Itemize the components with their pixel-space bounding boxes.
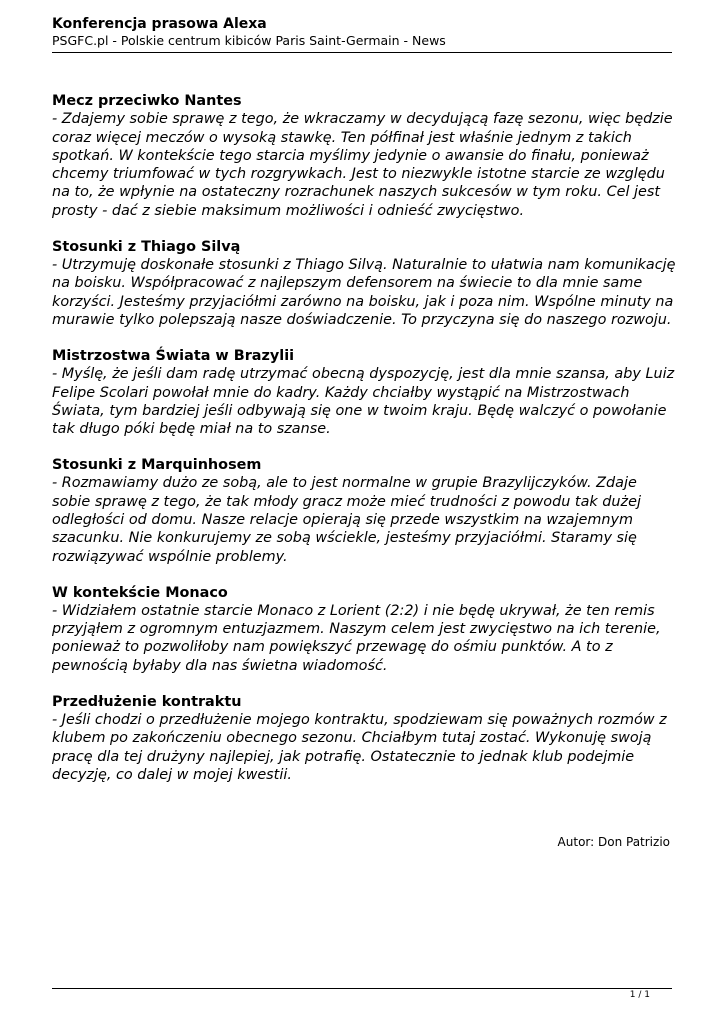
- section-marquinhos: [52, 456, 677, 566]
- section-text: - Myślę, że jeśli dam radę utrzymać obecną dyspozycję, jest dla mnie szansa, aby Luiz Felipe Scolari powołał mnie do kadry. Każdy chciałby wystąpić na Mistrzostwach Świata, tym bardziej jeśli odbywają się one w twoim kraju. Będę walczyć o powołanie tak długo póki będę miał na to szanse.: [52, 366, 675, 438]
- header-divider: [52, 52, 672, 53]
- section-nantes: [52, 92, 677, 220]
- section-text: - Jeśli chodzi o przedłużenie mojego kontraktu, spodziewam się poważnych rozmów z klubem po zakończeniu obecnego sezonu. Chciałbym tutaj zostać. Wykonuję swoją pracę dla tej drużyny najlepiej, jak potrafię. Ostatecznie to jednak klub podejmie decyzję, co dalej w mojej kwestii.: [52, 712, 667, 783]
- document-header: [52, 16, 672, 49]
- document-source: PSGFC.pl - Polskie centrum kibiców Paris Saint-Germain - News: [52, 33, 446, 48]
- section-heading: Przedłużenie kontraktu: [52, 693, 242, 710]
- page-number: 1 / 1: [629, 990, 650, 1000]
- section-heading: W kontekście Monaco: [52, 584, 228, 601]
- section-heading: Mecz przeciwko Nantes: [52, 93, 242, 109]
- section-monaco: [52, 584, 677, 675]
- section-heading: Stosunki z Thiago Silvą: [52, 238, 241, 255]
- footer-divider: [52, 988, 672, 989]
- section-contract: [52, 693, 677, 784]
- author-credit: Autor: Don Patrizio: [557, 835, 670, 849]
- section-heading: Mistrzostwa Świata w Brazylii: [52, 347, 295, 364]
- section-text: - Utrzymuję doskonałe stosunki z Thiago Silvą. Naturalnie to ułatwia nam komunikację na boisku. Współpracować z najlepszym defensorem na świecie to dla mnie same korzyści. Jesteśmy przyjaciółmi zarówno na boisku, jak i poza nim. Wspólne minuty na murawie tylko polepszają nasze doświadczenie. To przyczyna się do naszego rozwoju.: [52, 257, 676, 328]
- article-body: [52, 92, 677, 802]
- section-text: - Widziałem ostatnie starcie Monaco z Lorient (2:2) i nie będę ukrywał, że ten remis przyjąłem z ogromnym entuzjazmem. Naszym celem jest zwycięstwo na ich terenie, ponieważ to pozwoliłoby nam powiększyć przewagę do ośmiu punktów. A to z pewnością byłaby dla nas świetna wiadomość.: [52, 602, 661, 674]
- section-text: - Rozmawiamy dużo ze sobą, ale to jest normalne w grupie Brazylijczyków. Zdaje sobie sprawę z tego, że tak młody gracz może mieć trudności z powodu tak dużej odległości od domu. Nasze relacje opierają się przede wszystkim na wzajemnym szacunku. Nie konkurujemy ze sobą wściekle, jesteśmy przyjaciółmi. Staramy się rozwiązywać wspólnie problemy.: [52, 475, 641, 565]
- section-world-cup: [52, 347, 677, 438]
- section-heading: Stosunki z Marquinhosem: [52, 457, 262, 474]
- section-text: - Zdajemy sobie sprawę z tego, że wkraczamy w decydującą fazę sezonu, więc będzie coraz więcej meczów o wysoką stawkę. Ten półfinał jest właśnie jednym z takich spotkań. W kontekście tego starcia myślimy jedynie o awansie do finału, ponieważ chcemy triumfować w tych rozgrywkach. Jest to niezwykle istotne starcie ze względu na to, że wpłynie na ostateczny rozrachunek naszych sukcesów w tym roku. Cel jest prosty - dać z siebie maksimum możliwości i odnieść zwycięstwo.: [52, 111, 673, 219]
- document-title: Konferencja prasowa Alexa: [52, 16, 267, 32]
- section-thiago-silva: [52, 238, 677, 329]
